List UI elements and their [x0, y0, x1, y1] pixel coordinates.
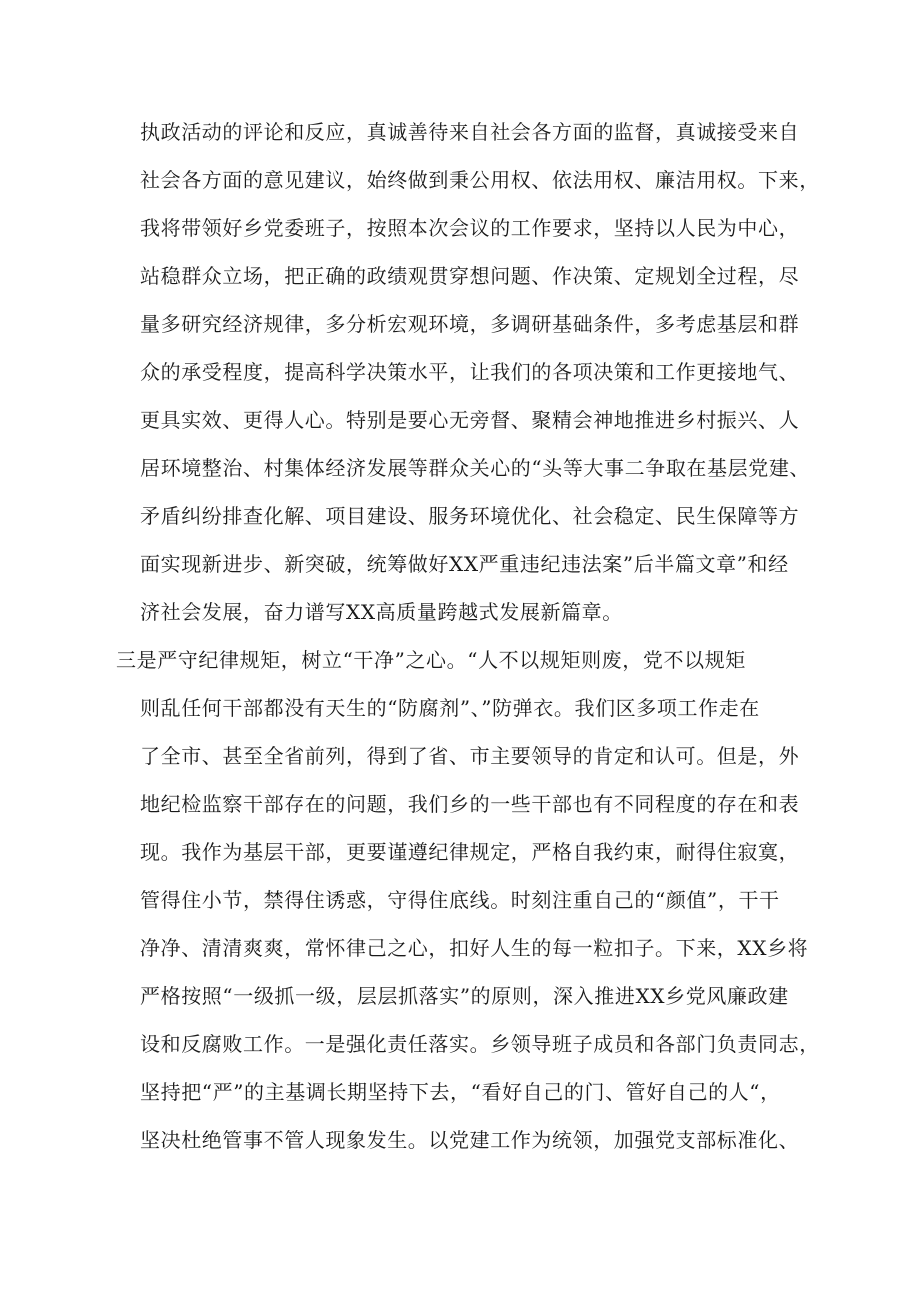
body-text-line: 管得住小节，禁得住诱惑，守得住底线。时刻注重自己的“颜值”，干干 [140, 888, 780, 912]
body-text-line: 我将带领好乡党委班子，按照本次会议的工作要求，坚持以人民为中心， [140, 216, 800, 240]
body-text-line: 众的承受程度，提高科学决策水平，让我们的各项决策和工作更接地气、 [140, 360, 800, 384]
section-heading-line: 三是严守纪律规矩，树立“干净”之心。“人不以规矩则废，党不以规矩 [116, 648, 746, 672]
body-text-line: 净净、清清爽爽，常怀律己之心，扣好人生的每一粒扣子。下来，XX乡将 [140, 936, 809, 960]
body-text-line: 面实现新进步、新突破，统筹做好XX严重违纪违法案”后半篇文章”和经 [140, 552, 789, 576]
body-text-line: 社会各方面的意见建议，始终做到秉公用权、依法用权、廉洁用权。下来， [140, 168, 820, 192]
body-text-line: 地纪检监察干部存在的问题，我们乡的一些干部也有不同程度的存在和表 [140, 792, 800, 816]
body-text-line: 设和反腐败工作。一是强化责任落实。乡领导班子成员和各部门负责同志， [140, 1032, 820, 1056]
body-text-line: 济社会发展，奋力谱写XX高质量跨越式发展新篇章。 [140, 600, 623, 624]
body-text-line: 坚持把“严”的主基调长期坚持下去，“看好自己的门、管好自己的人“， [140, 1080, 781, 1104]
body-text-line: 执政活动的评论和反应，真诚善待来自社会各方面的监督，真诚接受来自 [140, 120, 800, 144]
body-text-line: 则乱任何干部都没有天生的“防腐剂”、”防弹衣。我们区多项工作走在 [140, 696, 760, 720]
body-text-line: 坚决杜绝管事不管人现象发生。以党建工作为统领，加强党支部标准化、 [140, 1128, 800, 1152]
body-text-line: 量多研究经济规律，多分析宏观环境，多调研基础条件，多考虑基层和群 [140, 312, 800, 336]
body-text-line: 了全市、甚至全省前列，得到了省、市主要领导的肯定和认可。但是，外 [140, 744, 800, 768]
body-text-line: 矛盾纠纷排查化解、项目建设、服务环境优化、社会稳定、民生保障等方 [140, 504, 800, 528]
body-text-line: 现。我作为基层干部，更要谨遵纪律规定，严格自我约束，耐得住寂寞， [140, 840, 800, 864]
body-text-line: 居环境整治、村集体经济发展等群众关心的“头等大事二争取在基层党建、 [140, 456, 811, 480]
body-text-line: 严格按照“一级抓一级，层层抓落实”的原则，深入推进XX乡党风廉政建 [140, 984, 789, 1008]
body-text-line: 更具实效、更得人心。特别是要心无旁督、聚精会神地推进乡村振兴、人 [140, 408, 800, 432]
body-text-line: 站稳群众立场，把正确的政绩观贯穿想问题、作决策、定规划全过程，尽 [140, 264, 800, 288]
